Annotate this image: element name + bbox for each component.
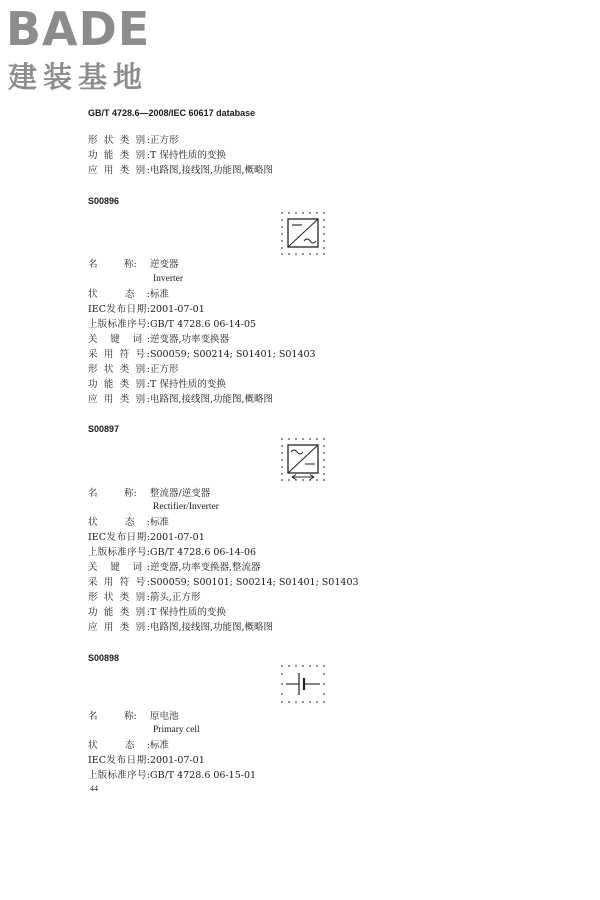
field-row: 应 用 类 别:电路图,接线图,功能图,概略图 [88,622,274,633]
name-row: 名 称: 逆变器 [88,259,179,270]
brand-subtitle: 建装基地 [8,60,149,94]
field-row: 采 用 符 号:S00059; S00101; S00214; S01401; S01403 [88,577,359,588]
field-row: 上版标准序号:GB/T 4728.6 06-14-05 [88,319,257,330]
symbol-code: S00897 [88,424,120,434]
field-row: 关 键 词:逆变器,功率变换器 [88,334,230,345]
field-row: IEC发布日期:2001-07-01 [88,755,205,766]
field-row: 状 态:标准 [88,740,170,751]
name-row: 名 称: 原电池 [88,711,179,722]
field-row: 功 能 类 别:T 保持性质的变换 [88,607,226,618]
page-number: 44 [90,784,98,793]
field-row: 应 用 类 别:电路图,接线图,功能图,概略图 [88,394,274,405]
rectifier-inverter-symbol-icon [280,437,326,481]
top-field-row: 应 用 类 别:电路图,接线图,功能图,概略图 [88,165,274,176]
symbol-code: S00898 [88,653,120,663]
field-row: 状 态:标准 [88,517,170,528]
top-field-row: 形 状 类 别:正方形 [88,135,179,146]
inverter-symbol-icon [280,211,326,255]
primary-cell-symbol-icon [280,664,326,704]
name-row: 名 称: 整流器/逆变器 [88,488,211,499]
field-row: 状 态:标准 [88,289,170,300]
field-row: 关 键 词:逆变器,功率变换器,整流器 [88,562,261,573]
field-row: 采 用 符 号:S00059; S00214; S01401; S01403 [88,349,316,360]
field-row: 形 状 类 别:正方形 [88,364,179,375]
english-name: Rectifier/Inverter [153,502,219,512]
field-row: 形 状 类 别:箭头,正方形 [88,592,201,603]
field-row: 功 能 类 别:T 保持性质的变换 [88,379,226,390]
field-row: 上版标准序号:GB/T 4728.6 06-14-06 [88,547,257,558]
field-row: IEC发布日期:2001-07-01 [88,532,205,543]
database-header: GB/T 4728.6—2008/IEC 60617 database [88,108,256,118]
english-name: Inverter [153,274,184,284]
bade-logo [6,2,181,97]
field-row: 上版标准序号:GB/T 4728.6 06-15-01 [88,770,257,781]
field-row: IEC发布日期:2001-07-01 [88,304,205,315]
top-field-row: 功 能 类 别:T 保持性质的变换 [88,150,226,161]
symbol-code: S00896 [88,196,120,206]
brand-name: BADE [6,2,151,56]
english-name: Primary cell [153,725,200,735]
